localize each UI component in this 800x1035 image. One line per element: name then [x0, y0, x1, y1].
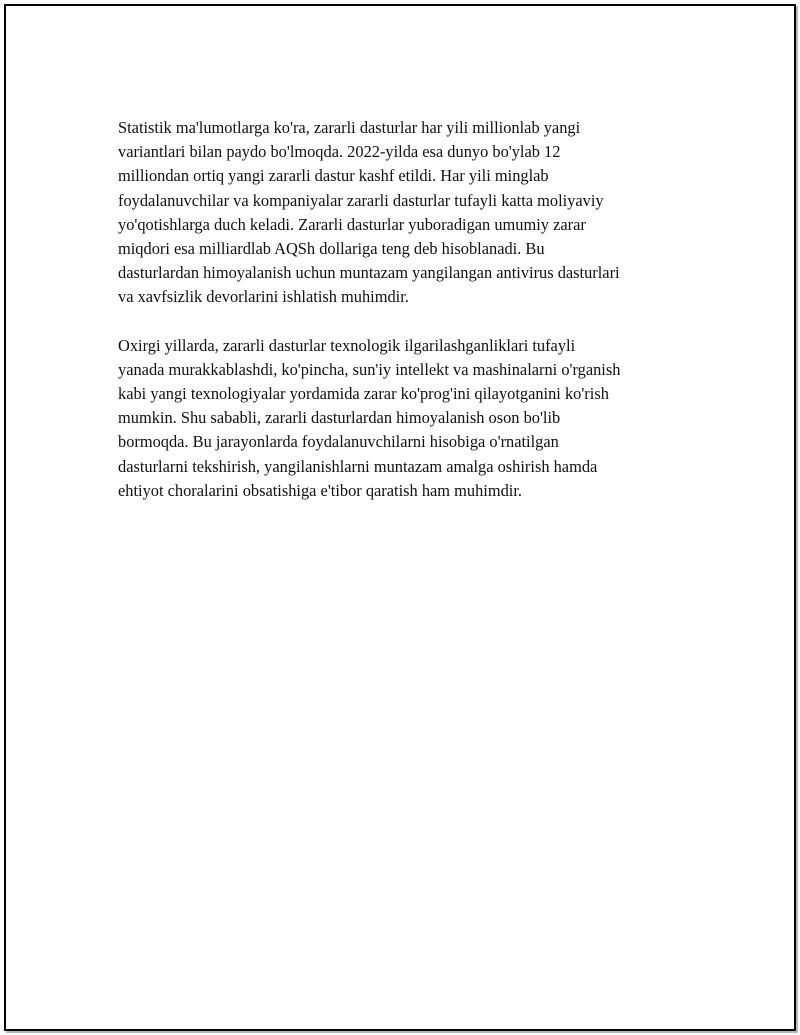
paragraph-1: Statistik ma'lumotlarga ko'ra, zararli dasturlar har yili millionlab yangi variantlari bilan paydo bo'lmoqda. 2022-yilda esa dunyo bo'ylab 12 milliondan ortiq yangi zararli dastur kashf etildi. Har yili minglab foydalanuvchilar va kompaniyalar zararli dasturlar tufayli katta moliyaviy yo'qotishlarga duch keladi. Zararli dasturlar yuboradigan umumiy zarar miqdori esa milliardlab AQSh dollariga teng deb hisoblanadi. Bu dasturlardan himoyalanish uchun muntazam yangilangan antivirus dasturlari va xavfsizlik devorlarini ishlatish muhimdir. [118, 118, 620, 307]
paragraph-2: Oxirgi yillarda, zararli dasturlar texnologik ilgarilashganliklari tufayli yanada murakkablashdi, ko'pincha, sun'iy intellekt va mashinalarni o'rganish kabi yangi texnologiyalar yordamida zarar ko'prog'ini qilayotganini ko'rish mumkin. Shu sababli, zararli dasturlardan himoyalanish oson bo'lib bormoqda. Bu jarayonlarda foydalanuvchilarni hisobiga o'rnatilgan dasturlarni tekshirish, yangilanishlarni muntazam amalga oshirish hamda ehtiyot choralarini obsatishiga e'tibor qaratish ham muhimdir. [118, 335, 621, 500]
document-body [118, 116, 690, 527]
